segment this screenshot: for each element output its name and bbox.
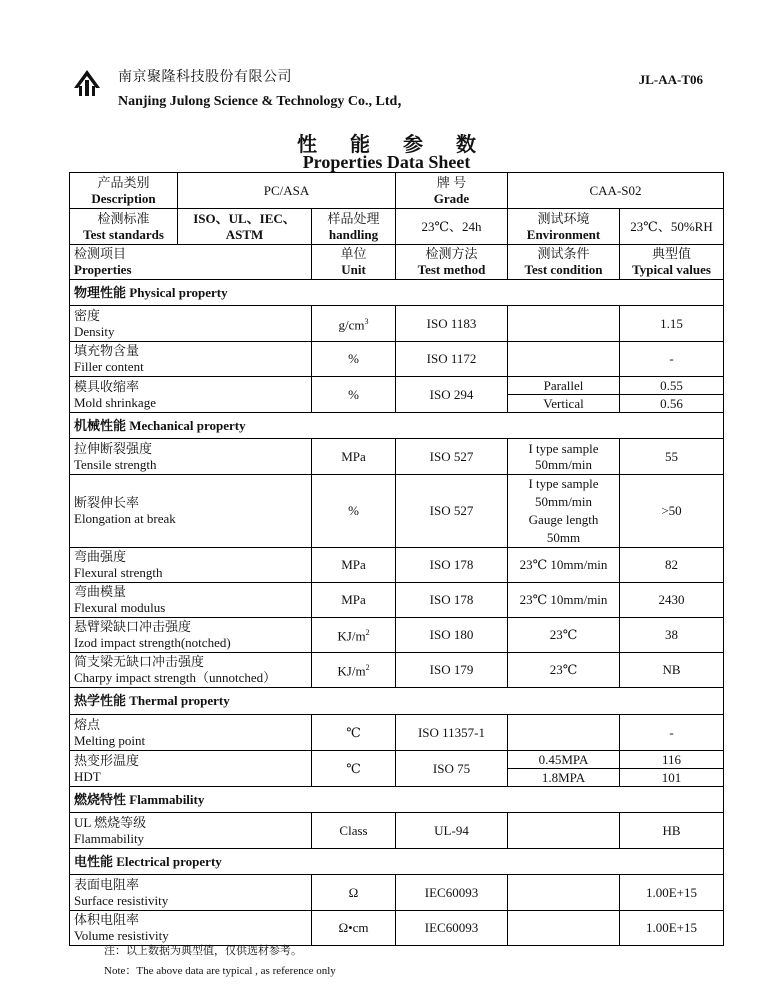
standards-label: 检测标准 Test standards [70, 209, 178, 245]
table-row-shrinkage-vertical: Vertical 0.56 [70, 395, 724, 413]
info-row-standards [70, 209, 724, 245]
company-logo-icon [72, 68, 102, 98]
table-row-volume-resistivity: 体积电阻率 Volume resistivity Ω•cm IEC60093 1.00E+15 [70, 911, 724, 946]
table-row-hdt-high: 1.8MPA 101 [70, 769, 724, 787]
properties-table [69, 172, 724, 946]
environment-label: 测试环境 Environment [508, 209, 620, 245]
page-title-en: Properties Data Sheet [302, 152, 471, 172]
table-row-elongation: 断裂伸长率 Elongation at break % ISO 527 I type sample 50mm/min Gauge length 50mm >50 [70, 475, 724, 548]
info-row-description [70, 173, 724, 209]
table-row-density: 密度 Density $g/cm^3$ ISO 1183 1.15 [70, 306, 724, 342]
column-header-row [70, 245, 724, 280]
table-row-charpy: 简支梁无缺口冲击强度 Charpy impact strength（unnotched） $KJ/m^2$ ISO 179 23℃ NB [70, 653, 724, 688]
unit-cell: $g/cm^3$ [312, 306, 396, 342]
document-code: JL-AA-T06 [638, 72, 703, 87]
company-name-cn: 南京聚隆科技股份有限公司 [118, 70, 292, 85]
table-row-hdt: 热变形温度 HDT ℃ ISO 75 0.45MPA 116 [70, 751, 724, 769]
table-row-flexural-modulus: 弯曲模量 Flexural modulus MPa ISO 178 23℃ 10mm/min 2430 [70, 583, 724, 618]
col-unit: 单位 Unit [312, 245, 396, 280]
environment-value: 23℃、50%RH [620, 209, 724, 245]
col-test-condition: 测试条件 Test condition [508, 245, 620, 280]
section-flammability: 燃烧特性 Flammability [70, 787, 724, 813]
table-row-surface-resistivity: 表面电阻率 Surface resistivity Ω IEC60093 1.00E+15 [70, 875, 724, 911]
table-row-filler: 填充物含量 Filler content % ISO 1172 - [70, 342, 724, 377]
company-name-en: Nanjing Julong Science & Technology Co., Ltd， [118, 94, 412, 109]
page-title-cn: 性 能 参 数 [297, 134, 490, 156]
category-label: 产品类别 Description [70, 173, 178, 209]
table-row-flexural-strength: 弯曲强度 Flexural strength MPa ISO 178 23℃ 10mm/min 82 [70, 548, 724, 583]
footnote-cn: 注：以上数据为典型值，仅供选材参考。 [104, 945, 302, 957]
col-test-method: 检测方法 Test method [396, 245, 508, 280]
handling-value: 23℃、24h [396, 209, 508, 245]
grade-label: 牌 号 Grade [396, 173, 508, 209]
table-row-flammability: UL 燃烧等级 Flammability Class UL-94 HB [70, 813, 724, 849]
section-thermal: 热学性能 Thermal property [70, 688, 724, 715]
table-row-melting-point: 熔点 Melting point ℃ ISO 11357-1 - [70, 715, 724, 751]
footnote-en: Note：The above data are typical , as reference only [104, 965, 336, 977]
section-electrical: 电性能 Electrical property [70, 849, 724, 875]
col-typical-values: 典型值 Typical values [620, 245, 724, 280]
category-value: PC/ASA [178, 173, 396, 209]
section-physical: 物理性能 Physical property [70, 280, 724, 306]
grade-value: CAA-S02 [508, 173, 724, 209]
table-row-tensile: 拉伸断裂强度 Tensile strength MPa ISO 527 I type sample 50mm/min 55 [70, 439, 724, 475]
handling-label: 样品处理 handling [312, 209, 396, 245]
col-properties: 检测项目 Properties [70, 245, 312, 280]
section-mechanical: 机械性能 Mechanical property [70, 413, 724, 439]
standards-value: ISO、UL、IEC、ASTM [178, 209, 312, 245]
table-row-izod: 悬臂梁缺口冲击强度 Izod impact strength(notched) $KJ/m^2$ ISO 180 23℃ 38 [70, 618, 724, 653]
table-row-shrinkage: 模具收缩率 Mold shrinkage % ISO 294 Parallel 0.55 [70, 377, 724, 395]
